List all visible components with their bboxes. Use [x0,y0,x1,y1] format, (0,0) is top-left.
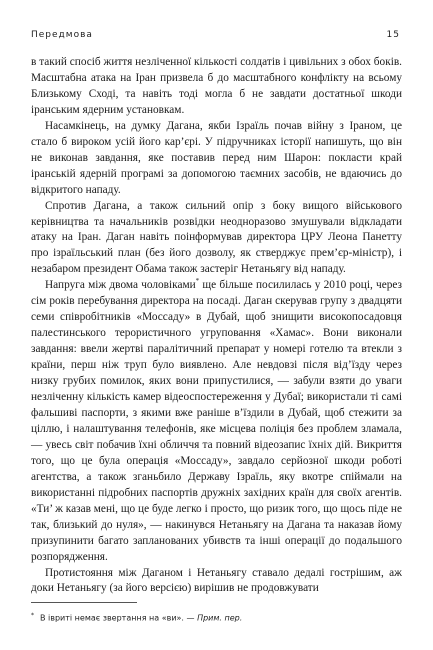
section-title: Передмова [31,30,93,40]
paragraph-5: Протистояння між Даганом і Нетаньягу ставало дедалі гострішим, аж доки Нетаньягу (за його версією) вирішив не продовжувати [31,566,402,595]
footnote-divider [31,602,137,603]
paragraph-4-rest: ще більше посилилась у 2010 році, через сім років перебування директора на посаді. Даган скерував групу з двадцяти семи співробітників «Моссаду» в Дубай, щоб знищити високопосадовця палестинського терористичного угруповання «Хамас». Вони виконали завдання: ввели жертві паралітичний препарат у номері готелю та втекли з країни, перш ніж труп було виявлено. Але невдовзі після від’їзду через низку грубих помилок, яких вони припустилися, — забули взяти до уваги незліченну кількість камер відеоспостереження у Дубаї; використали ті самі фальшиві паспорти, з якими вже раніше в’їздили в Дубай, щоб стежити за ціллю, і налаштування телефонів, яке місцева поліція без проблем зламала, — увесь світ побачив їхні обличчя та повний відеозапис їхніх дій. Викриття того, що це була операція «Моссаду», завдало серйозної шкоди роботі агентства, а також зганьбило Державу Ізраїль, яку вкотре спіймали на використанні підробних паспортів дружніх західних країн для своїх агентів. «Ти’ ж казав мені, що це буде легко і просто, що ризик того, що щось піде не так, близький до нуля», — накинувся Нетаньягу на Дагана та наказав йому призупинити багато запланованих убивств та інші операції до подальшого розпорядження. [31,279,402,563]
footnote-reference[interactable]: * [195,277,200,286]
footnote-text: В івриті немає звертання на «ви». — [40,613,198,623]
page-number: 15 [386,30,400,40]
footnote [31,610,402,624]
footnote-mark: * [31,612,34,619]
paragraph-4-start: Напруга між двома чоловіками [45,279,196,292]
paragraph-3: Спротив Дагана, а також сильний опір з боку вищого військового керівництва та начальників розвідки неодноразово змушували відкладати атаку на Іран. Даган навіть поінформував директора ЦРУ Леона Панетту про ізраїльський план (без його дозволу, як стверджує прем’єр-міністр), і незабаром президент Обама також застеріг Нетаньягу від нападу. [31,199,402,276]
paragraph-1: в такий спосіб життя незліченної кількості солдатів і цивільних з обох боків. Масштабна атака на Іран призвела б до масштабного конфлікту на всьому Близькому Сході, та навіть тоді могла б не завдати достатньої шкоди іранським ядерним установкам. [31,56,402,116]
paragraph-4 [31,278,402,565]
footnote-attribution: Прим. пер. [197,613,243,623]
paragraph-2: Насамкінець, на думку Дагана, якби Ізраїль почав війну з Іраном, це стало б вироком усій його кар’єрі. У підручниках історії напишуть, що він не виконав завдання, яке поставив перед ним Шарон: покласти край іранській ядерній програмі за допомогою таємних засобів, не вдаючись до відкритого нападу. [31,119,402,196]
running-header [31,30,400,40]
body-text [31,55,402,597]
